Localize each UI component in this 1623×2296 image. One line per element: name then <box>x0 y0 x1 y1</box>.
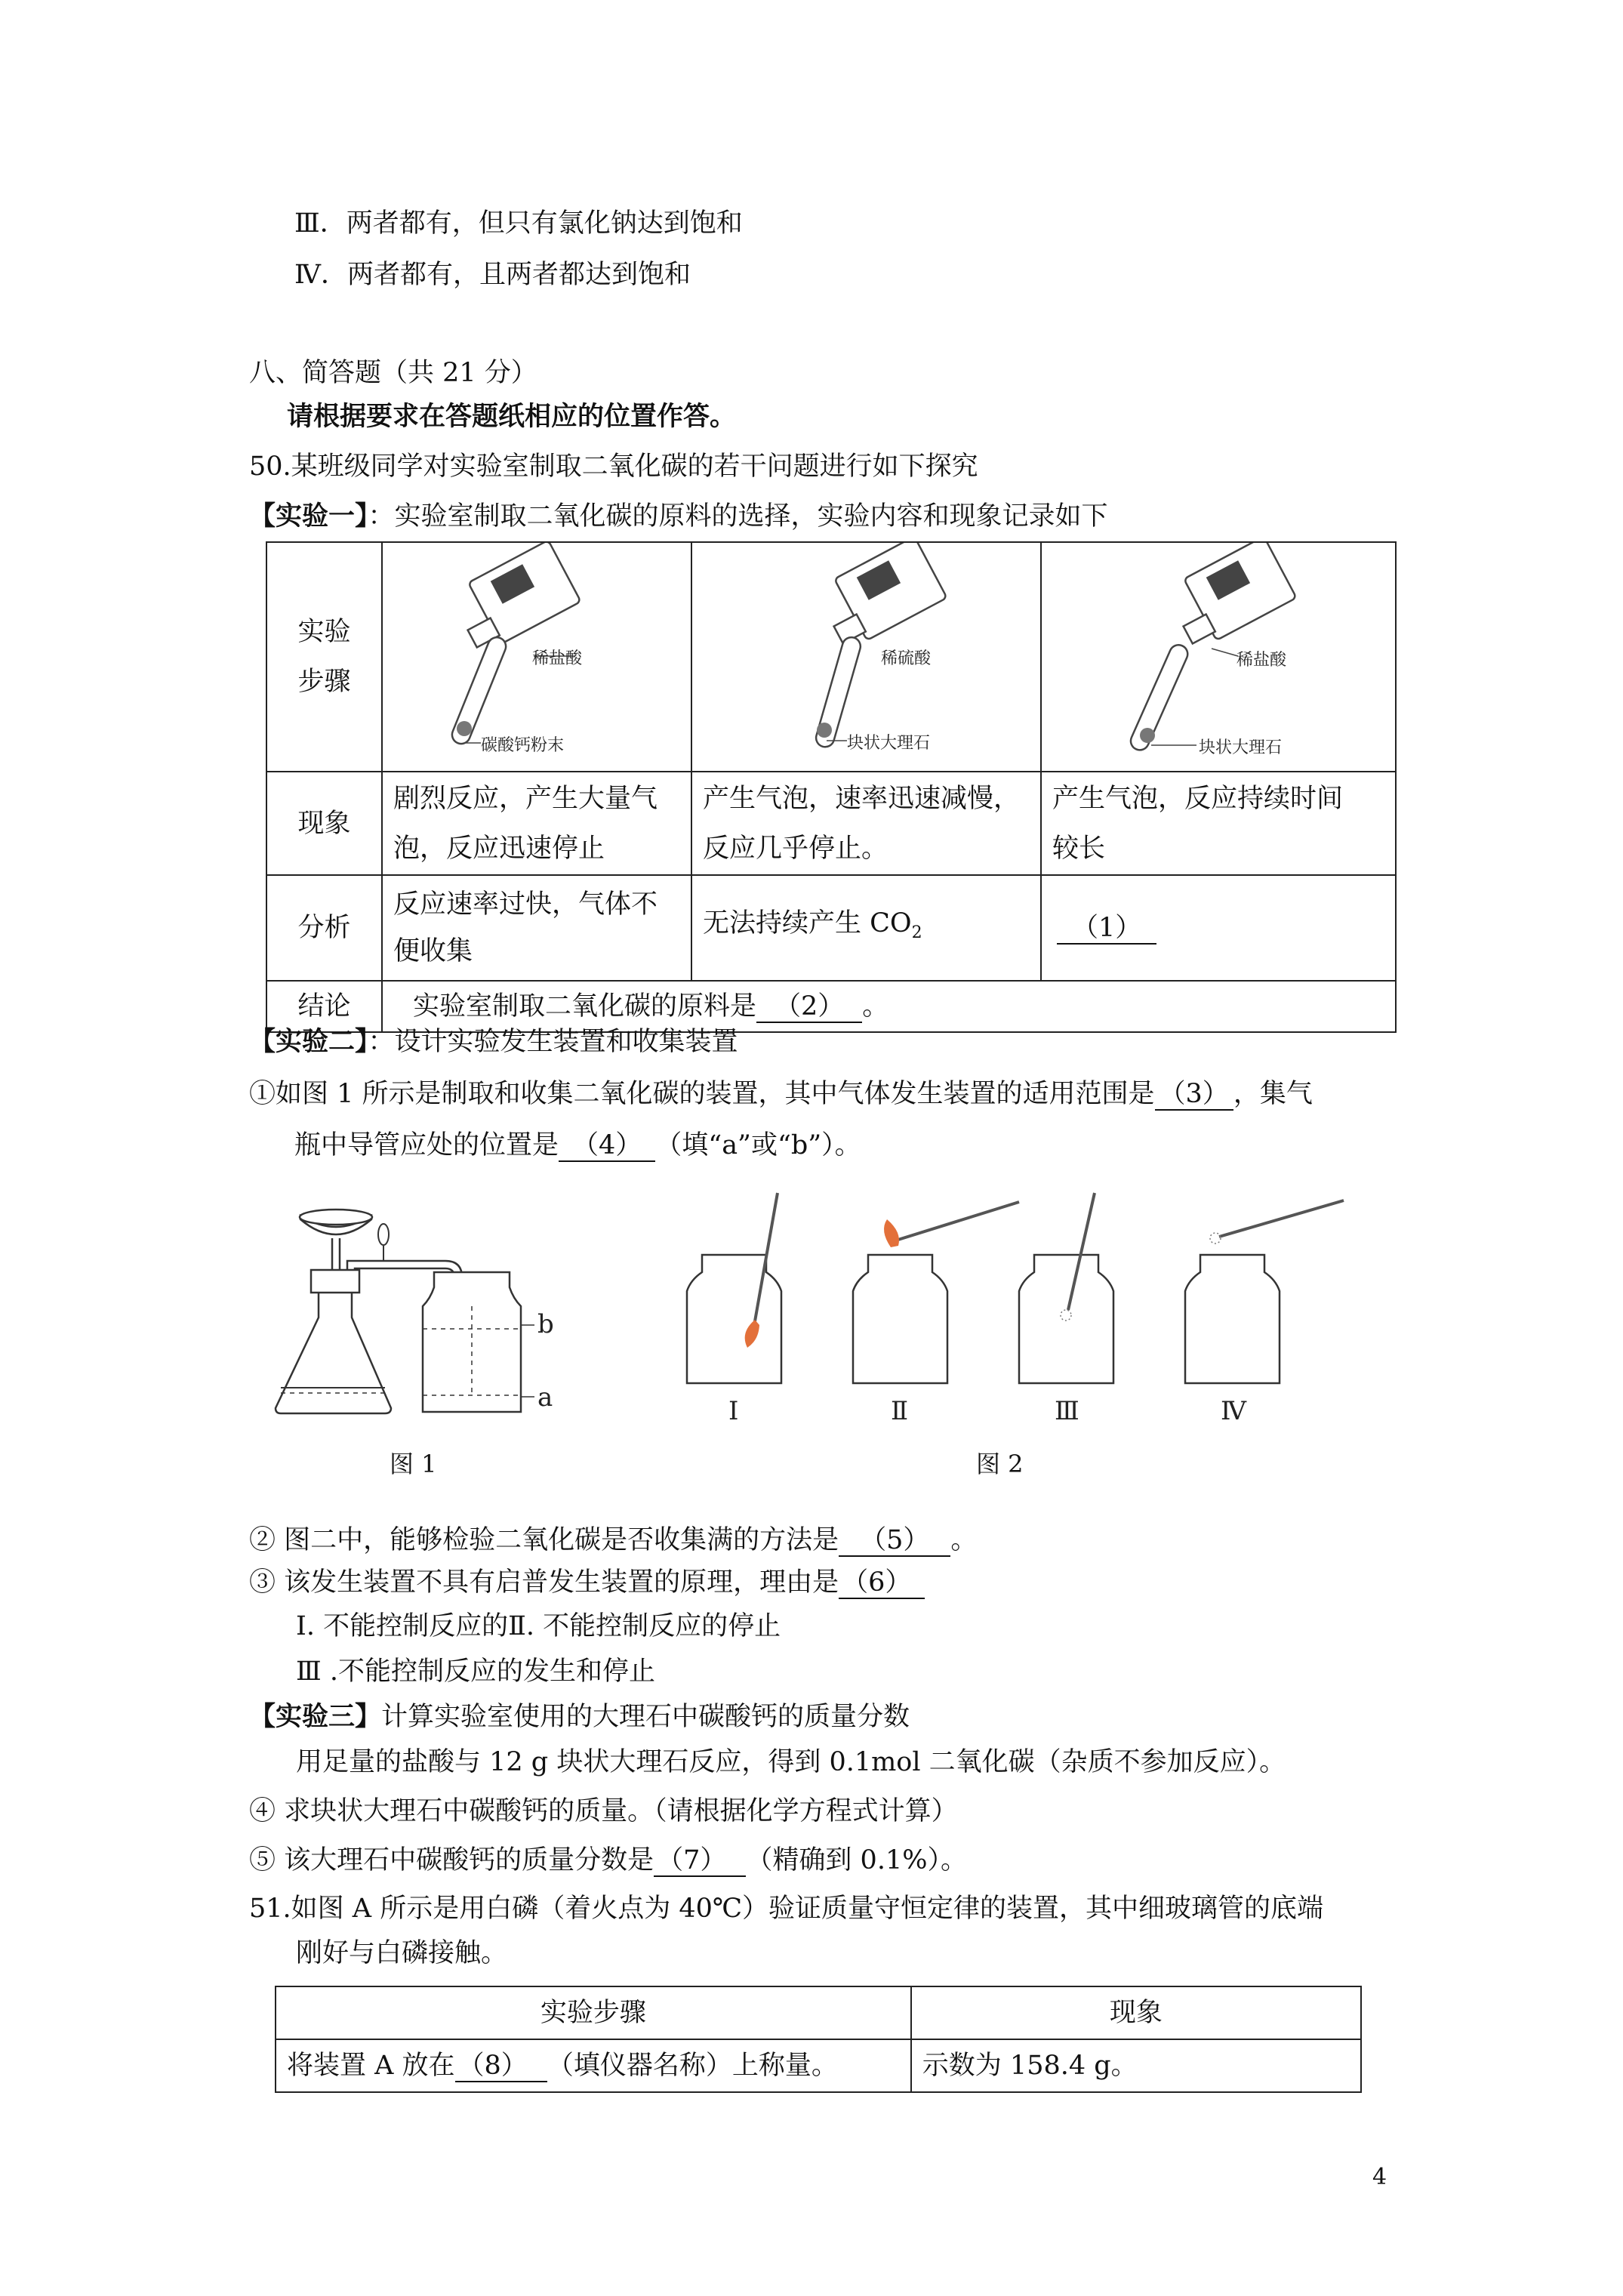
exp1-text: ：实验室制取二氧化碳的原料的选择，实验内容和现象记录如下 <box>368 501 1108 532</box>
phen-2 <box>691 772 1041 875</box>
exp1-table <box>266 541 1397 1033</box>
phen-3-line-2: 较长 <box>1052 833 1106 864</box>
anal-1 <box>382 875 691 981</box>
exp2-heading <box>249 1024 738 1060</box>
q51-row-phen: 示数为 158.4 g。 <box>911 2039 1361 2092</box>
q51-step-b: （填仪器名称）上称量。 <box>547 2051 838 2081</box>
section-title: 八、简答题（共 21 分） <box>249 358 537 388</box>
exp3-tag: 【实验三】 <box>249 1701 382 1732</box>
figure-2-bottles <box>664 1185 1359 1442</box>
fig1-label-a: a <box>537 1382 553 1413</box>
phen-2-line-1: 产生气泡，速率迅速减慢， <box>703 783 1021 814</box>
answer-blank-4[interactable]: （4） <box>559 1130 655 1162</box>
fig1-label-b: b <box>537 1309 554 1339</box>
figure-1-apparatus <box>264 1185 604 1427</box>
q5-text-a: ⑤ 该大理石中碳酸钙的质量分数是 <box>249 1845 654 1875</box>
q1-line-1 <box>249 1076 1313 1112</box>
q50-stem: 50.某班级同学对实验室制取二氧化碳的若干问题进行如下探究 <box>249 451 978 482</box>
exp2-tag: 【实验二】 <box>249 1026 368 1057</box>
exp1-tag: 【实验一】 <box>249 501 368 532</box>
bottle-label-3: Ⅲ <box>1055 1396 1079 1426</box>
fig3-solid-label: 块状大理石 <box>1199 738 1283 757</box>
q1-text-c: 瓶中导管应处的位置是 <box>294 1130 559 1160</box>
phen-1-line-2: 泡，反应迅速停止 <box>393 833 605 864</box>
anal-3 <box>1041 875 1396 981</box>
q1-text-b: ，集气 <box>1233 1079 1313 1109</box>
fig2-caption: 图 2 <box>976 1450 1024 1478</box>
fig2-solid-label: 块状大理石 <box>847 734 931 753</box>
anal-2 <box>691 875 1041 981</box>
q5-text-b: （精确到 0.1%）。 <box>746 1845 967 1875</box>
step-figure-1 <box>382 542 691 772</box>
answer-blank-3[interactable]: （3） <box>1155 1079 1233 1111</box>
bottle-i <box>687 1193 781 1383</box>
bottle-label-2: Ⅱ <box>891 1396 909 1426</box>
q3-option-2: Ⅲ .不能控制反应的发生和停止 <box>296 1657 656 1687</box>
q1-text-d: （填“a”或“b”）。 <box>655 1130 861 1160</box>
concl-end: 。 <box>862 991 889 1022</box>
concl-text: 实验室制取二氧化碳的原料是 <box>413 991 757 1022</box>
test-tube-figure-3 <box>1042 543 1395 758</box>
q5-line <box>249 1842 967 1878</box>
exp3-heading <box>249 1699 910 1735</box>
answer-blank-6[interactable]: （6） <box>839 1567 925 1599</box>
q51-row-step <box>276 2039 911 2092</box>
fig3-acid-label: 稀盐酸 <box>1236 651 1287 670</box>
option-iv: Ⅳ．两者都有，且两者都达到饱和 <box>294 260 691 290</box>
anal-2-text: 无法持续产生 CO <box>703 908 912 938</box>
exp1-heading <box>249 498 1108 535</box>
row-step-label <box>266 542 382 772</box>
test-tube-figure-1 <box>383 543 691 758</box>
q3-text: ③ 该发生装置不具有启普发生装置的原理，理由是 <box>249 1567 839 1598</box>
bottle-label-1: Ⅰ <box>728 1396 739 1426</box>
answer-blank-5[interactable]: （5） <box>839 1525 950 1557</box>
anal-1-line-2: 便收集 <box>393 936 473 966</box>
fig2-acid-label: 稀硫酸 <box>881 649 932 668</box>
fig1-solid-label: 碳酸钙粉末 <box>481 736 565 755</box>
bottle-ii <box>853 1202 1019 1383</box>
section-instruction: 请根据要求在答题纸相应的位置作答。 <box>287 401 737 432</box>
answer-blank-8[interactable]: （8） <box>455 2051 547 2082</box>
q51-header-phen: 现象 <box>911 1986 1361 2039</box>
test-tube-figure-2 <box>692 543 1040 758</box>
answer-blank-1[interactable]: （1） <box>1057 913 1156 945</box>
answer-blank-2[interactable]: （2） <box>756 991 862 1023</box>
step-figure-3 <box>1041 542 1396 772</box>
q3-option-1: Ⅰ. 不能控制反应的Ⅱ. 不能控制反应的停止 <box>296 1611 781 1641</box>
q2-line <box>249 1522 977 1558</box>
answer-blank-7[interactable]: （7） <box>654 1845 746 1877</box>
row-anal-label: 分析 <box>266 875 382 981</box>
phen-3-line-1: 产生气泡，反应持续时间 <box>1052 783 1344 814</box>
q4-line: ④ 求块状大理石中碳酸钙的质量。（请根据化学方程式计算） <box>249 1796 958 1826</box>
q51-line-1: 51.如图 A 所示是用白磷（着火点为 40℃）验证质量守恒定律的装置，其中细玻璃管的底端 <box>249 1894 1324 1924</box>
q2-text: ② 图二中，能够检验二氧化碳是否收集满的方法是 <box>249 1525 839 1555</box>
bottle-iv <box>1185 1200 1344 1383</box>
exp3-desc: 用足量的盐酸与 12 g 块状大理石反应，得到 0.1mol 二氧化碳（杂质不参加反应）。 <box>296 1747 1286 1777</box>
q51-header-steps: 实验步骤 <box>276 1986 911 2039</box>
option-iii: Ⅲ．两者都有，但只有氯化钠达到饱和 <box>294 208 743 239</box>
row-step-label-b: 步骤 <box>297 667 351 697</box>
row-step-label-a: 实验 <box>297 617 351 647</box>
fig1-caption: 图 1 <box>390 1450 437 1478</box>
q51-line-2: 刚好与白磷接触。 <box>296 1938 508 1968</box>
anal-2-sub: 2 <box>911 923 922 942</box>
phen-3 <box>1041 772 1396 875</box>
phen-2-line-2: 反应几乎停止。 <box>703 833 888 864</box>
q51-step-a: 将装置 A 放在 <box>287 2051 455 2081</box>
step-figure-2 <box>691 542 1041 772</box>
exp2-text: ：设计实验发生装置和收集装置 <box>368 1027 738 1057</box>
exp3-text: 计算实验室使用的大理石中碳酸钙的质量分数 <box>381 1702 910 1732</box>
q2-end: 。 <box>950 1525 978 1555</box>
page-number: 4 <box>1372 2164 1387 2190</box>
anal-1-line-1: 反应速率过快，气体不 <box>393 889 658 920</box>
phen-1-line-1: 剧烈反应，产生大量气 <box>393 783 658 814</box>
bottle-label-4: Ⅳ <box>1221 1396 1246 1426</box>
q51-table <box>275 1986 1362 2093</box>
q3-line <box>249 1564 925 1601</box>
row-concl-label: 结论 <box>266 981 382 1032</box>
bottle-iii <box>1019 1193 1113 1383</box>
phen-1 <box>382 772 691 875</box>
fig1-acid-label: 稀盐酸 <box>532 649 583 668</box>
q1-line-2 <box>294 1127 861 1163</box>
q1-text-a: ①如图 1 所示是制取和收集二氧化碳的装置，其中气体发生装置的适用范围是 <box>249 1079 1155 1109</box>
row-phen-label: 现象 <box>266 772 382 875</box>
